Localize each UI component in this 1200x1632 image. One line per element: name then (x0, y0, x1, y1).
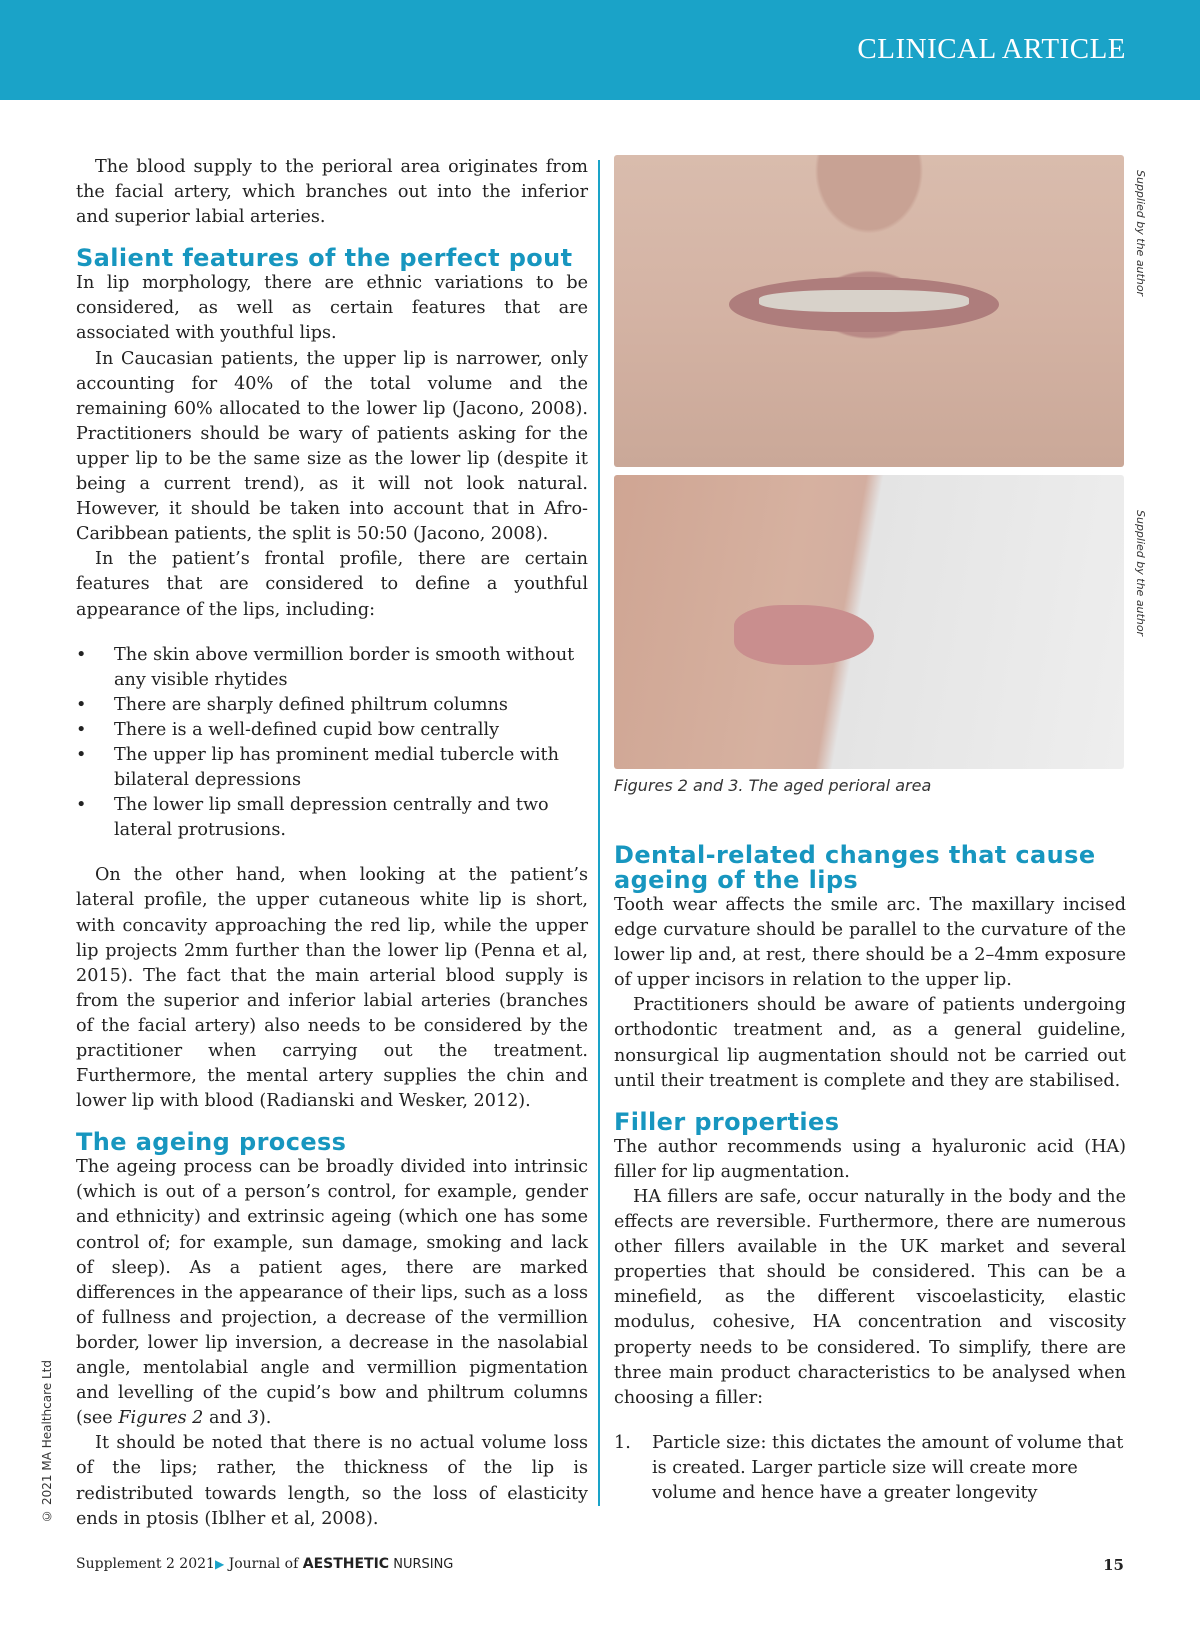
figure-reference: 3 (247, 1408, 259, 1429)
paragraph: HA fillers are safe, occur naturally in the body and the effects are reversible. Furthermore, there are numerous other fillers available in the UK market and several properties that should be considered. This can be a minefield, as the different viscoelasticity, elastic modulus, cohesive, HA concentration and viscosity property needs to be considered. To simplify, there are three main product characteristics to be analysed when choosing a filler: (614, 1186, 1126, 1408)
right-column (614, 155, 1126, 1506)
copyright-notice: © 2021 MA Healthcare Ltd (40, 1360, 54, 1523)
section-label: CLINICAL ARTICLE (857, 33, 1126, 65)
list-item: • There are sharply defined philtrum columns (76, 693, 588, 718)
teeth-shape (759, 290, 969, 312)
figure-3-photo-lateral-lips (614, 475, 1124, 769)
paragraph: The ageing process can be broadly divided into intrinsic (which is out of a person’s control, for example, gender and ethnicity) and extrinsic ageing (which one has some control of; for example, sun damage, smoking and lack of sleep). As a patient ages, there are marked differences in the appearance of their lips, such as a loss of fullness and projection, a decrease of the vermillion border, lower lip inversion, a decrease in the nasolabial angle, mentolabial angle and vermillion pigmentation and levelling of the cupid’s bow and philtrum columns (see Figures 2 and 3). (76, 1157, 588, 1429)
arrow-icon: ▶ (214, 1557, 225, 1571)
filler-characteristics-list (614, 1431, 1126, 1506)
photo-credit: Supplied by the author (1134, 510, 1147, 637)
column-divider (598, 160, 600, 1506)
heading-dental-changes: Dental-related changes that cause ageing of the lips (614, 841, 1096, 894)
page-number: 15 (1103, 1556, 1124, 1574)
paragraph: In Caucasian patients, the upper lip is narrower, only accounting for 40% of the total volume and the remaining 60% allocated to the lower lip (Jacono, 2008). Practitioners should be wary of patients asking for the upper lip to be the same size as the lower lip (despite it being a current trend), as it will not look natural. However, it should be taken into account that in Afro-Caribbean patients, the split is 50:50 (Jacono, 2008). (76, 348, 588, 545)
figure-caption: Figures 2 and 3. The aged perioral area (614, 776, 932, 795)
youthful-features-list (76, 643, 588, 844)
footer-journal: Supplement 2 2021▶ Journal of AESTHETIC NURSING (76, 1556, 454, 1572)
lips-profile-shape (734, 605, 874, 665)
paragraph: Practitioners should be aware of patients undergoing orthodontic treatment and, as a general guideline, nonsurgical lip augmentation should not be carried out until their treatment is complete and they are stabilised. (614, 995, 1126, 1091)
paragraph: In lip morphology, there are ethnic variations to be considered, as well as certain features that are associated with youthful lips. (76, 273, 588, 344)
photo-credit: Supplied by the author (1134, 170, 1147, 297)
paragraph: Tooth wear affects the smile arc. The maxillary incised edge curvature should be parallel to the curvature of the lower lip and, at rest, there should be a 2–4mm exposure of upper incisors in relation to the upper lip. (614, 895, 1126, 991)
heading-filler-properties: Filler properties (614, 1107, 840, 1136)
list-item: • The upper lip has prominent medial tubercle with bilateral depressions (76, 743, 588, 793)
paragraph: On the other hand, when looking at the patient’s lateral profile, the upper cutaneous white lip is short, with concavity approaching the red lip, while the upper lip projects 2mm further than the lower lip (Penna et al, 2015). The fact that the main arterial blood supply is from the superior and inferior labial arteries (branches of the facial artery) also needs to be considered by the practitioner when carrying out the treatment. Furthermore, the mental artery supplies the chin and lower lip with blood (Radianski and Wesker, 2012). (76, 865, 588, 1112)
heading-ageing-process: The ageing process (76, 1128, 347, 1157)
list-item: • The skin above vermillion border is smooth without any visible rhytides (76, 643, 588, 693)
heading-salient-features: Salient features of the perfect pout (76, 244, 573, 273)
figure-reference: Figures 2 (118, 1408, 204, 1429)
list-item: • There is a well-defined cupid bow centrally (76, 718, 588, 743)
list-item: • The lower lip small depression centrally and two lateral protrusions. (76, 793, 588, 843)
left-column (76, 155, 588, 1532)
intro-paragraph: The blood supply to the perioral area originates from the facial artery, which branches out into the inferior and superior labial arteries. (76, 157, 588, 228)
journal-name-bold: AESTHETIC (302, 1556, 390, 1572)
header-band (0, 0, 1200, 100)
list-item: 1. Particle size: this dictates the amount of volume that is created. Larger particle size will create more volume and hence have a greater longevity (614, 1432, 1124, 1503)
paragraph: It should be noted that there is no actual volume loss of the lips; rather, the thickness of the lip is redistributed towards length, so the loss of elasticity ends in ptosis (Iblher et al, 2008). (76, 1433, 588, 1529)
supplement-label: Supplement 2 2021 (76, 1556, 215, 1572)
paragraph: In the patient’s frontal profile, there are certain features that are considered to define a youthful appearance of the lips, including: (76, 549, 588, 620)
paragraph: The author recommends using a hyaluronic acid (HA) filler for lip augmentation. (614, 1136, 1126, 1182)
figure-2-photo-frontal-lips (614, 155, 1124, 467)
